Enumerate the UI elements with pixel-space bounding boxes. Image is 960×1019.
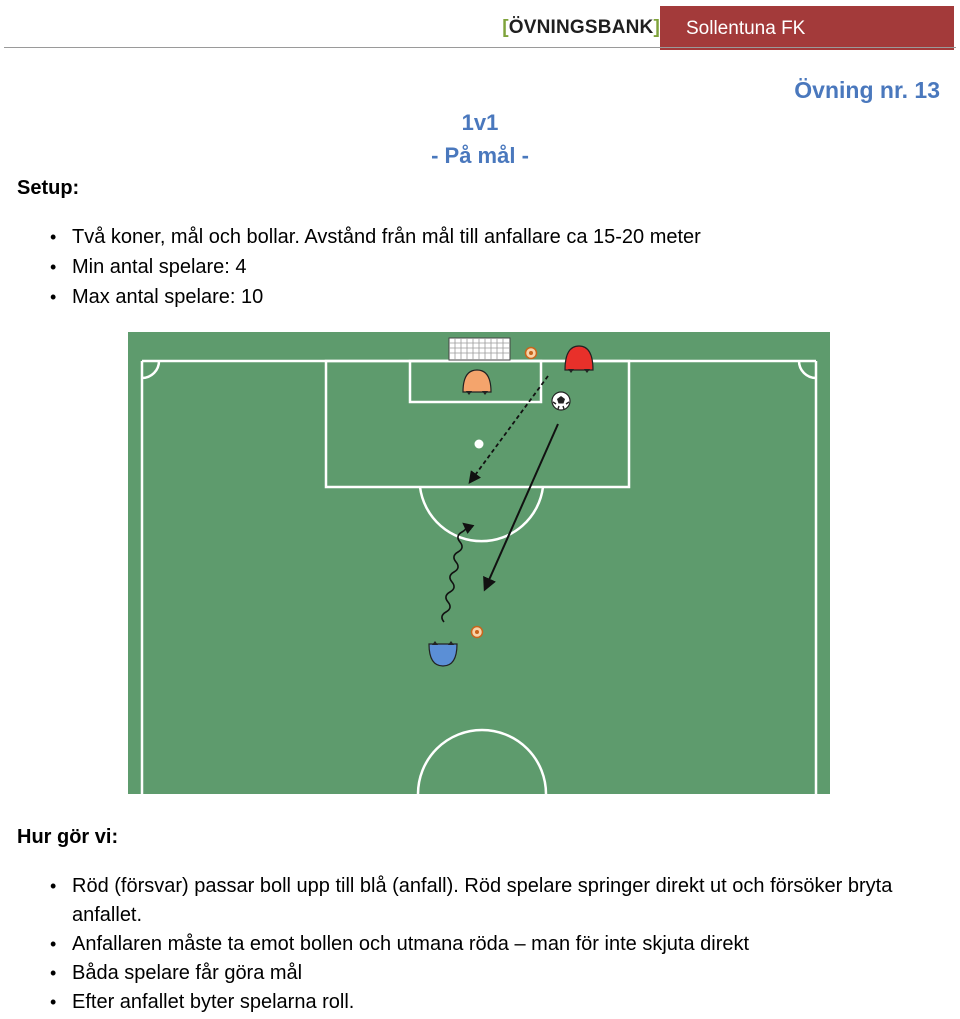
player-red-icon	[565, 346, 593, 373]
list-item: • Max antal spelare: 10	[0, 282, 900, 312]
brand-title: [ÖVNINGSBANK]	[502, 17, 660, 38]
penalty-spot	[475, 440, 484, 449]
setup-heading: Setup:	[17, 177, 80, 199]
list-item: • Min antal spelare: 4	[0, 252, 900, 282]
page-header	[0, 3, 960, 49]
player-blue-icon	[429, 641, 457, 666]
club-name: Sollentuna FK	[660, 6, 954, 50]
setup-list	[0, 222, 900, 312]
cone-icon	[472, 627, 483, 638]
ball-icon	[552, 392, 570, 410]
goal-icon	[449, 338, 510, 360]
exercise-subtitle: - På mål -	[431, 143, 529, 168]
how-heading: Hur gör vi:	[17, 826, 119, 848]
exercise-title: 1v1	[461, 110, 499, 135]
pitch-diagram	[128, 332, 830, 794]
list-item: • Röd (försvar) passar boll upp till blå (anfall). Röd spelare springer direkt ut och försöker bryta anfallet.	[0, 872, 960, 930]
list-item: • Efter anfallet byter spelarna roll.	[0, 988, 960, 1017]
how-list	[0, 872, 960, 1017]
header-divider	[4, 47, 956, 48]
exercise-number: Övning nr. 13	[794, 77, 940, 103]
goalkeeper-icon	[463, 370, 491, 395]
list-item: • Anfallaren måste ta emot bollen och utmana röda – man för inte skjuta direkt	[0, 930, 960, 959]
list-item: • Två koner, mål och bollar. Avstånd från mål till anfallare ca 15-20 meter	[0, 222, 900, 252]
cone-icon	[526, 348, 537, 359]
list-item: • Båda spelare får göra mål	[0, 959, 960, 988]
